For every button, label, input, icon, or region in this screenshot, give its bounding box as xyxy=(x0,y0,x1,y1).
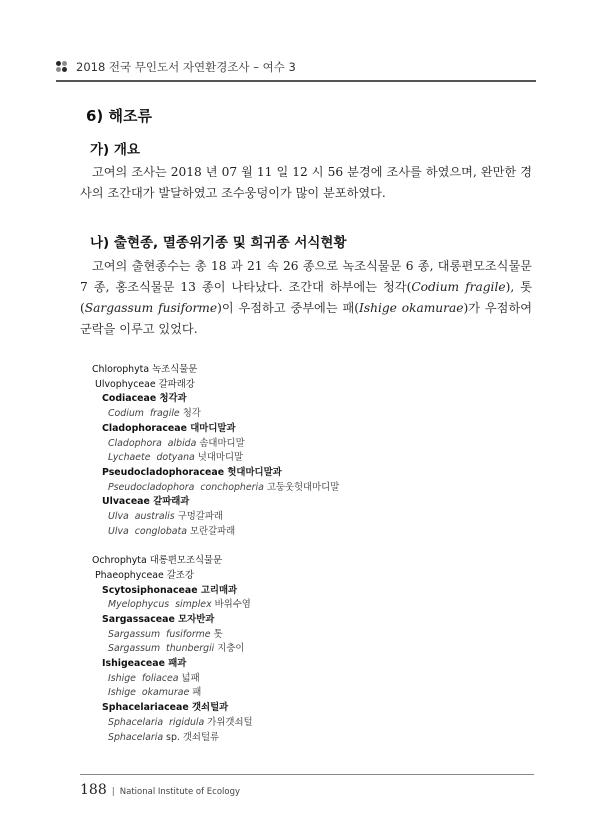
footer-organization: National Institute of Ecology xyxy=(119,787,241,797)
taxon-scientific-name: Ulvaceae xyxy=(102,496,150,508)
taxon-scientific-name: Codium fragile xyxy=(108,408,180,420)
taxon-scientific-name: Codiaceae xyxy=(102,393,157,405)
taxon-scientific-name: Sphacelaria rigidula xyxy=(108,716,205,728)
species-text-1: 고여의 출현종수는 총 18 과 21 속 26 종으로 녹조식물문 6 종, 대롱편모조식물문 7 종, 홍조식물문 13 종이 나타났다. 조간대 하부에는 청각( xyxy=(80,259,532,294)
taxon-scientific-name: Ishige okamurae xyxy=(108,687,190,699)
page-footer xyxy=(80,782,240,798)
header-title: 2018 전국 무인도서 자연환경조사 – 여수 3 xyxy=(76,60,296,74)
taxon-row xyxy=(92,642,532,657)
taxon-row xyxy=(92,510,532,525)
taxon-korean-name: 고리매과 xyxy=(200,584,238,596)
taxon-korean-name: 청각 xyxy=(182,408,201,420)
taxon-row xyxy=(92,584,532,599)
taxon-scientific-name: Ulva australis xyxy=(108,511,175,523)
taxon-row xyxy=(92,392,532,407)
species-sci-2: Sargassum fusiforme xyxy=(84,301,218,315)
overview-text: 고여의 조사는 2018 년 07 월 11 일 12 시 56 분경에 조사를 하였으며, 완만한 경사의 조간대가 발달하였고 조수웅덩이가 많이 분포하였다. xyxy=(80,165,532,200)
taxon-row xyxy=(92,451,532,466)
taxon-korean-name: 모란갈파래 xyxy=(189,525,236,537)
taxon-row xyxy=(92,598,532,613)
species-text-2: ), 톳( xyxy=(80,280,533,315)
taxon-scientific-name: Pseudocladophora conchopheria xyxy=(108,481,264,493)
taxon-scientific-name: Pseudocladophoraceae xyxy=(102,466,225,478)
taxon-korean-name: 청각과 xyxy=(159,393,187,405)
taxon-korean-name: 갈파래강 xyxy=(158,378,195,390)
taxon-korean-name: 넛대마디말 xyxy=(197,452,244,464)
subsection-a-title: 가) 개요 xyxy=(90,142,140,158)
taxon-scientific-name: Ulva conglobata xyxy=(108,525,187,537)
taxon-korean-name: 고둥웃헛대마디말 xyxy=(266,481,340,493)
taxon-row xyxy=(92,731,532,746)
subsection-a-paragraph xyxy=(80,162,532,204)
taxon-suffix: sp. xyxy=(163,731,180,743)
species-sci-1: Codium fragile xyxy=(411,280,506,294)
taxon-row xyxy=(92,363,532,378)
species-text-4: )가 우점하여 군락을 이루고 있었다. xyxy=(80,301,532,336)
taxon-korean-name: 넓패 xyxy=(181,672,200,684)
taxon-row xyxy=(92,569,532,584)
running-header xyxy=(56,56,536,78)
taxon-row xyxy=(92,672,532,687)
taxon-korean-name: 솜대마디말 xyxy=(199,437,245,449)
taxon-row xyxy=(92,378,532,393)
taxon-korean-name: 갯쇠털과 xyxy=(191,702,229,714)
taxon-korean-name: 가위갯쇠털 xyxy=(207,716,253,728)
taxon-scientific-name: Sphacelaria xyxy=(108,731,164,743)
taxon-scientific-name: Sargassum fusiforme xyxy=(108,628,211,640)
header-rule xyxy=(56,80,536,82)
taxon-korean-name: 패과 xyxy=(168,658,187,670)
taxon-korean-name: 톳 xyxy=(213,628,223,640)
dots-logo-icon xyxy=(56,61,68,73)
taxon-korean-name: 바위수염 xyxy=(214,599,251,611)
taxon-scientific-name: Cladophora albida xyxy=(108,437,197,449)
taxon-scientific-name: Scytosiphonaceae xyxy=(102,584,198,596)
page-number: 188 xyxy=(80,782,107,798)
taxon-row xyxy=(92,495,532,510)
taxon-scientific-name: Sargassaceae xyxy=(102,613,175,625)
taxon-korean-name: 갯쇠털류 xyxy=(182,731,220,743)
taxon-scientific-name: Ishige foliacea xyxy=(108,672,179,684)
taxon-scientific-name: Myelophycus simplex xyxy=(108,599,212,611)
taxon-scientific-name: Cladophoraceae xyxy=(102,422,187,434)
taxon-row xyxy=(92,657,532,672)
taxon-korean-name: 구멍갈파래 xyxy=(177,511,223,523)
taxon-row xyxy=(92,701,532,716)
taxa-list xyxy=(92,363,532,745)
subsection-b-title: 나) 출현종, 멸종위기종 및 희귀종 서식현황 xyxy=(90,235,347,251)
taxon-korean-name: 갈파래과 xyxy=(153,496,190,508)
taxon-korean-name: 패 xyxy=(192,687,202,699)
taxon-korean-name: 지충이 xyxy=(217,643,245,655)
taxon-korean-name: 모자반과 xyxy=(178,613,215,625)
taxon-korean-name: 녹조식물문 xyxy=(152,364,198,375)
taxon-korean-name: 대롱편모조식물문 xyxy=(149,555,223,567)
footer-separator: | xyxy=(111,787,115,797)
taxon-scientific-name: Ochrophyta xyxy=(92,555,147,567)
taxon-scientific-name: Chlorophyta xyxy=(92,364,150,375)
footer-rule xyxy=(80,774,534,775)
taxon-scientific-name: Ulvophyceae xyxy=(95,378,156,390)
taxa-gap xyxy=(92,539,532,554)
taxon-row xyxy=(92,628,532,643)
taxon-scientific-name: Sphacelariaceae xyxy=(102,702,189,714)
taxon-row xyxy=(92,686,532,701)
taxon-row xyxy=(92,481,532,496)
taxon-scientific-name: Phaeophyceae xyxy=(95,569,164,581)
taxon-korean-name: 갈조강 xyxy=(166,569,194,581)
section-title: 6) 해조류 xyxy=(86,107,152,125)
taxon-row xyxy=(92,422,532,437)
taxon-korean-name: 헛대마디말과 xyxy=(227,466,282,478)
taxon-row xyxy=(92,466,532,481)
taxon-row xyxy=(92,716,532,731)
taxon-scientific-name: Lychaete dotyana xyxy=(108,452,195,464)
taxon-row xyxy=(92,437,532,452)
species-text-3: )이 우점하고 중부에는 패( xyxy=(217,301,360,315)
subsection-b-paragraph xyxy=(80,256,532,340)
taxon-scientific-name: Ishigeaceae xyxy=(102,658,165,670)
taxon-row xyxy=(92,613,532,628)
taxon-row xyxy=(92,525,532,540)
taxon-korean-name: 대마디말과 xyxy=(190,422,236,434)
species-sci-3: Ishige okamurae xyxy=(359,301,464,315)
taxon-scientific-name: Sargassum thunbergii xyxy=(108,643,215,655)
taxon-row xyxy=(92,554,532,569)
taxon-row xyxy=(92,407,532,422)
